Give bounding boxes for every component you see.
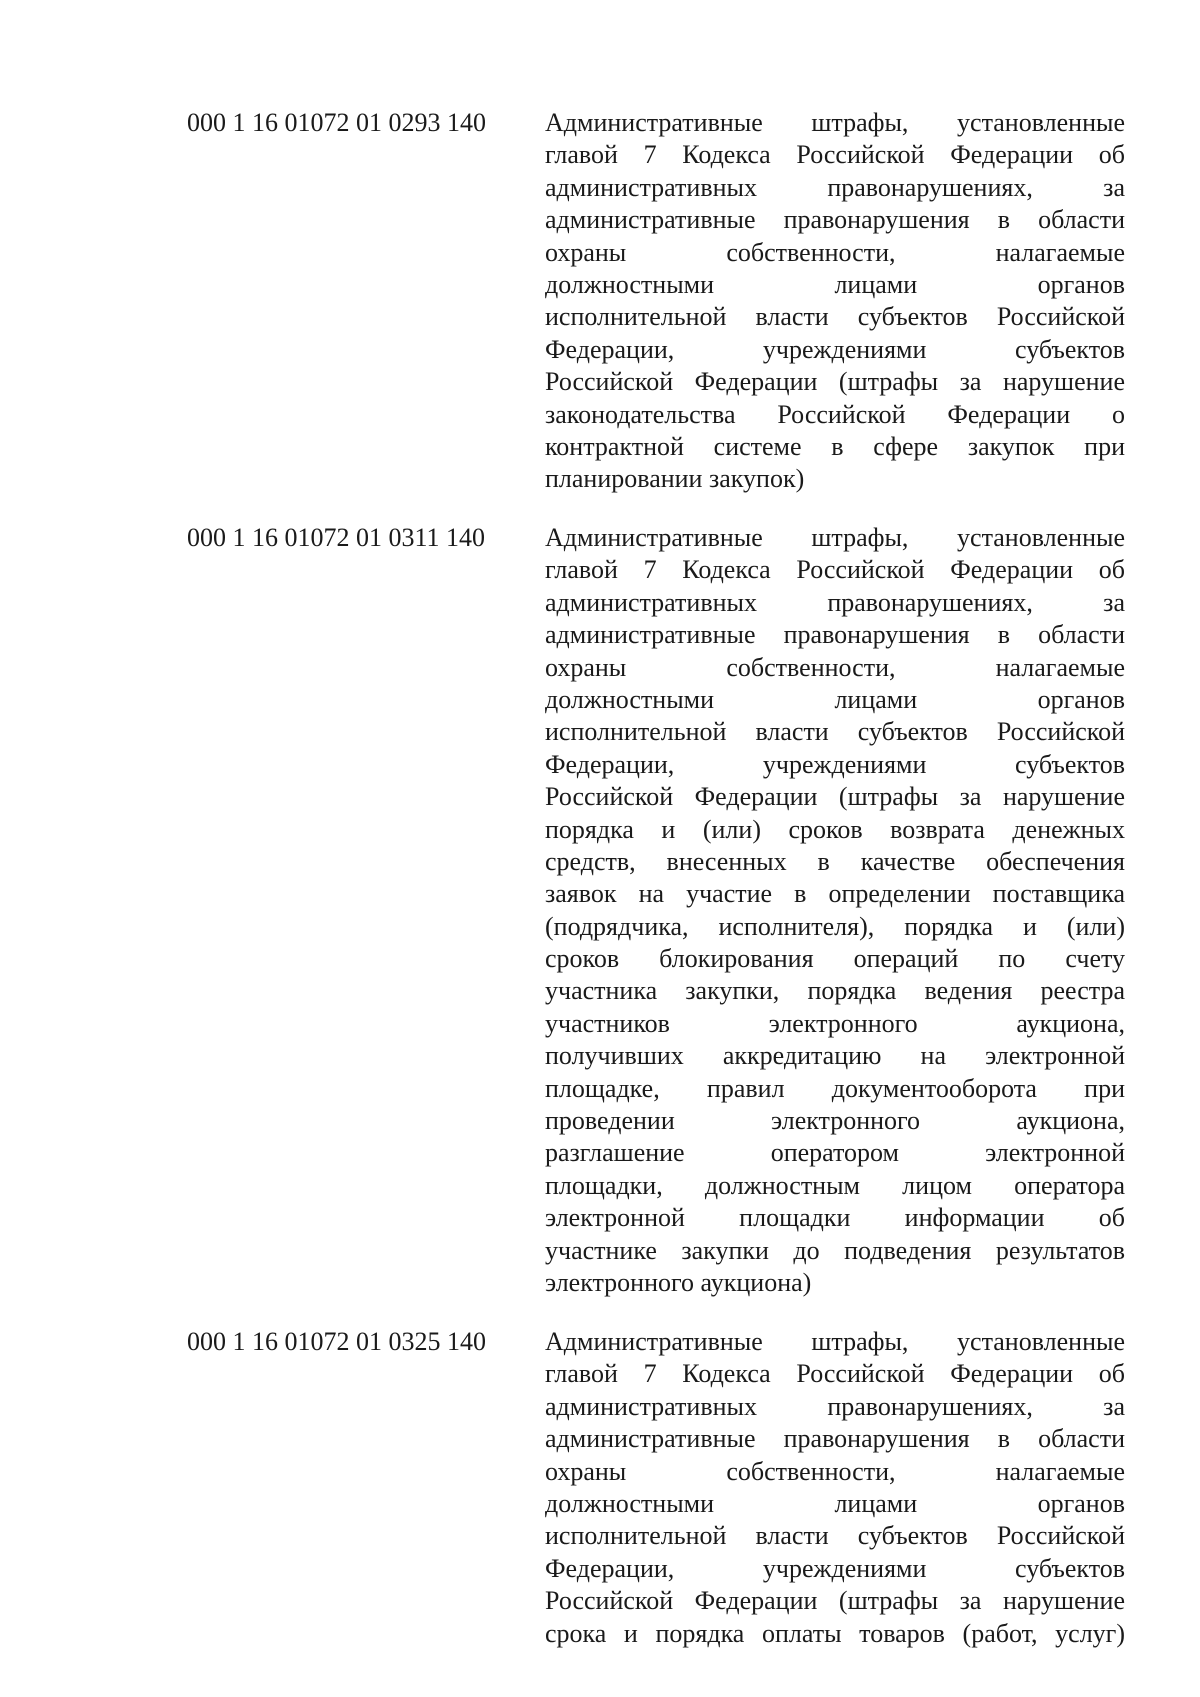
- description-line: должностными лицами органов: [545, 684, 1125, 714]
- description-line: площадки, должностным лицом оператора: [545, 1170, 1125, 1200]
- description-line: Федерации, учреждениями субъектов: [545, 1553, 1125, 1583]
- budget-code: 000 1 16 01072 01 0311 140: [187, 523, 486, 552]
- description-line: административных правонарушениях, за: [545, 1391, 1125, 1421]
- description-line: проведении электронного аукциона,: [545, 1106, 1125, 1136]
- description-line: главой 7 Кодекса Российской Федерации об: [545, 1359, 1125, 1389]
- description-line: законодательства Российской Федерации о: [545, 399, 1125, 429]
- description-line: должностными лицами органов: [545, 1488, 1125, 1518]
- description-line: Административные штрафы, установленные: [545, 523, 1125, 552]
- description-line: участнике закупки до подведения результатов: [545, 1235, 1125, 1265]
- description-line: административных правонарушениях, за: [545, 172, 1125, 202]
- description-line: порядка и (или) сроков возврата денежных: [545, 814, 1125, 844]
- description-line: Административные штрафы, установленные: [545, 108, 1125, 137]
- description-line: охраны собственности, налагаемые: [545, 652, 1125, 682]
- description-line: административные правонарушения в области: [545, 620, 1125, 650]
- description-line: заявок на участие в определении поставщика: [545, 879, 1125, 909]
- description-line: Федерации, учреждениями субъектов: [545, 334, 1125, 364]
- description-line: должностными лицами органов: [545, 269, 1125, 299]
- description-line: электронного аукциона): [545, 1267, 812, 1297]
- description-line: получивших аккредитацию на электронной: [545, 1041, 1125, 1071]
- description-line: разглашение оператором электронной: [545, 1138, 1125, 1168]
- description-line: исполнительной власти субъектов Российской: [545, 717, 1125, 747]
- entry-description: [545, 1326, 1125, 1650]
- description-line: участника закупки, порядка ведения реестра: [545, 976, 1125, 1006]
- description-line: планировании закупок): [545, 464, 805, 494]
- description-line: главой 7 Кодекса Российской Федерации об: [545, 555, 1125, 585]
- budget-code: 000 1 16 01072 01 0325 140: [187, 1327, 486, 1356]
- description-line: Федерации, учреждениями субъектов: [545, 749, 1125, 779]
- description-line: участников электронного аукциона,: [545, 1008, 1125, 1038]
- description-line: охраны собственности, налагаемые: [545, 237, 1125, 267]
- description-line: площадке, правил документооборота при: [545, 1073, 1125, 1103]
- description-line: (подрядчика, исполнителя), порядка и (или): [545, 911, 1125, 941]
- description-line: электронной площадки информации об: [545, 1203, 1125, 1233]
- description-line: Российской Федерации (штрафы за нарушение: [545, 782, 1125, 812]
- description-line: исполнительной власти субъектов Российской: [545, 1521, 1125, 1551]
- description-line: Российской Федерации (штрафы за нарушение: [545, 1586, 1125, 1616]
- description-line: Российской Федерации (штрафы за нарушение: [545, 367, 1125, 397]
- entry-description: [545, 522, 1125, 1299]
- description-line: средств, внесенных в качестве обеспечения: [545, 846, 1125, 876]
- description-line: контрактной системе в сфере закупок при: [545, 431, 1125, 461]
- description-line: административных правонарушениях, за: [545, 587, 1125, 617]
- description-line: Административные штрафы, установленные: [545, 1327, 1125, 1356]
- description-line: срока и порядка оплаты товаров (работ, услуг): [545, 1618, 1125, 1648]
- budget-code: 000 1 16 01072 01 0293 140: [187, 108, 486, 137]
- description-line: административные правонарушения в области: [545, 1424, 1125, 1454]
- description-line: исполнительной власти субъектов Российской: [545, 302, 1125, 332]
- description-line: главой 7 Кодекса Российской Федерации об: [545, 140, 1125, 170]
- description-line: сроков блокирования операций по счету: [545, 944, 1125, 974]
- description-line: административные правонарушения в области: [545, 205, 1125, 235]
- entry-description: [545, 107, 1125, 496]
- description-line: охраны собственности, налагаемые: [545, 1456, 1125, 1486]
